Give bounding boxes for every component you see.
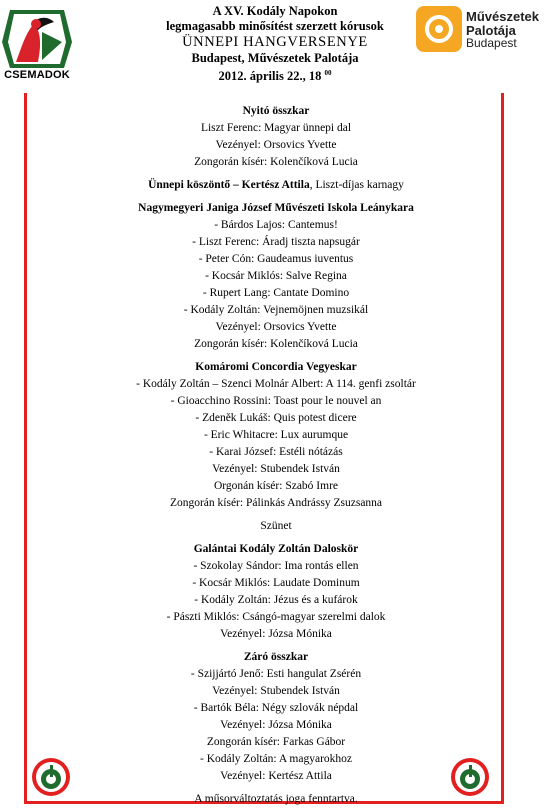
bottom-right-emblem-icon — [450, 757, 490, 797]
program-item: - Kocsár Miklós: Laudate Dominum — [192, 577, 360, 589]
program-item: Zongorán kísér: Kolenčíková Lucia — [194, 156, 358, 168]
date-text: 2012. április 22., 18 — [218, 69, 322, 84]
program-item: - Pászti Miklós: Csángó-magyar szerelmi dalok — [166, 611, 386, 623]
time-minutes: 00 — [324, 69, 332, 77]
mupa-line3: Budapest — [466, 36, 517, 50]
program-list — [70, 103, 482, 808]
program-item: Vezényel: Orsovics Yvette — [215, 139, 337, 151]
program-item: - Liszt Ferenc: Áradj tiszta napsugár — [192, 236, 360, 248]
program-item: - Szokolay Sándor: Ima rontás ellen — [193, 560, 359, 572]
header-line2: legmagasabb minősítést szerzett kórusok — [166, 18, 384, 33]
program-sections — [70, 200, 482, 512]
program-item: Vezényel: Stubendek István — [212, 463, 340, 475]
program-item: - Rupert Lang: Cantate Domino — [202, 287, 350, 299]
program-item: Zongorán kísér: Farkas Gábor — [206, 736, 346, 748]
program-item: - Peter Cón: Gaudeamus iuventus — [198, 253, 354, 265]
concert-header — [130, 4, 420, 84]
program-item: Vezényel: Kertész Attila — [220, 770, 332, 782]
program-item: - Kodály Zoltán – Szenci Molnár Albert: A 114. genfi zsoltár — [136, 378, 416, 390]
program-item: Vezényel: Orsovics Yvette — [215, 321, 337, 333]
header-line1: A XV. Kodály Napokon — [212, 4, 338, 18]
section-title: Galántai Kodály Zoltán Daloskör — [193, 543, 359, 555]
program-item: Zongorán kísér: Pálinkás Andrássy Zsuzsanna — [169, 497, 383, 509]
program-item: Orgonán kísér: Szabó Imre — [213, 480, 339, 492]
greeting-name: Ünnepi köszöntő – Kertész Attila — [148, 179, 310, 191]
program-item: Liszt Ferenc: Magyar ünnepi dal — [200, 122, 352, 134]
program-item: - Eric Whitacre: Lux aurumque — [203, 429, 349, 441]
program-item: - Kocsár Miklós: Salve Regina — [205, 270, 347, 282]
program-item: - Bárdos Lajos: Cantemus! — [214, 219, 338, 231]
program-item: - Karai József: Estéli nótázás — [209, 446, 343, 458]
program-item: - Bartók Béla: Négy szlovák népdal — [193, 702, 359, 714]
greeting-line — [70, 177, 482, 194]
footer-note: A műsorváltoztatás joga fenntartva. — [194, 793, 358, 805]
program-item: - Gioacchino Rossini: Toast pour le nouvel an — [170, 395, 382, 407]
bottom-left-emblem-icon — [31, 757, 71, 797]
program-item: - Szijjártó Jenő: Esti hangulat Zsérén — [190, 668, 362, 680]
section-title: Záró összkar — [243, 651, 309, 663]
section-title: Nagymegyeri Janiga József Művészeti Iskola Leánykara — [138, 202, 414, 214]
program-item: Vezényel: Józsa Mónika — [220, 628, 332, 640]
program-item: - Zdeněk Lukáš: Quis potest dicere — [195, 412, 357, 424]
program-item: Vezényel: Stubendek István — [212, 685, 340, 697]
csemadok-logo-text: CSEMADOK — [4, 69, 70, 81]
venue: Budapest, Művészetek Palotája — [191, 51, 359, 65]
program-item: Zongorán kísér: Kolenčíková Lucia — [194, 338, 358, 350]
program-item: - Kodály Zoltán: Vejnemöjnen muzsikál — [183, 304, 369, 316]
mupa-line2: Palotája — [466, 22, 516, 38]
program-item: - Kodály Zoltán: A magyarokhoz — [199, 753, 353, 765]
greeting-title: , Liszt-díjas karnagy — [309, 179, 404, 191]
mupa-logo-text — [466, 10, 539, 51]
concert-title: ÜNNEPI HANGVERSENYE — [182, 34, 368, 50]
program-item: Vezényel: Józsa Mónika — [220, 719, 332, 731]
break-label: Szünet — [260, 520, 292, 532]
program-item: - Kodály Zoltán: Jézus és a kufárok — [194, 594, 358, 606]
program-sections-after-break — [70, 541, 482, 785]
section-title: Komáromi Concordia Vegyeskar — [195, 361, 357, 373]
date-time — [130, 66, 420, 84]
mupa-line1: Művészetek — [466, 9, 539, 24]
section-title: Nyitó összkar — [242, 105, 310, 117]
